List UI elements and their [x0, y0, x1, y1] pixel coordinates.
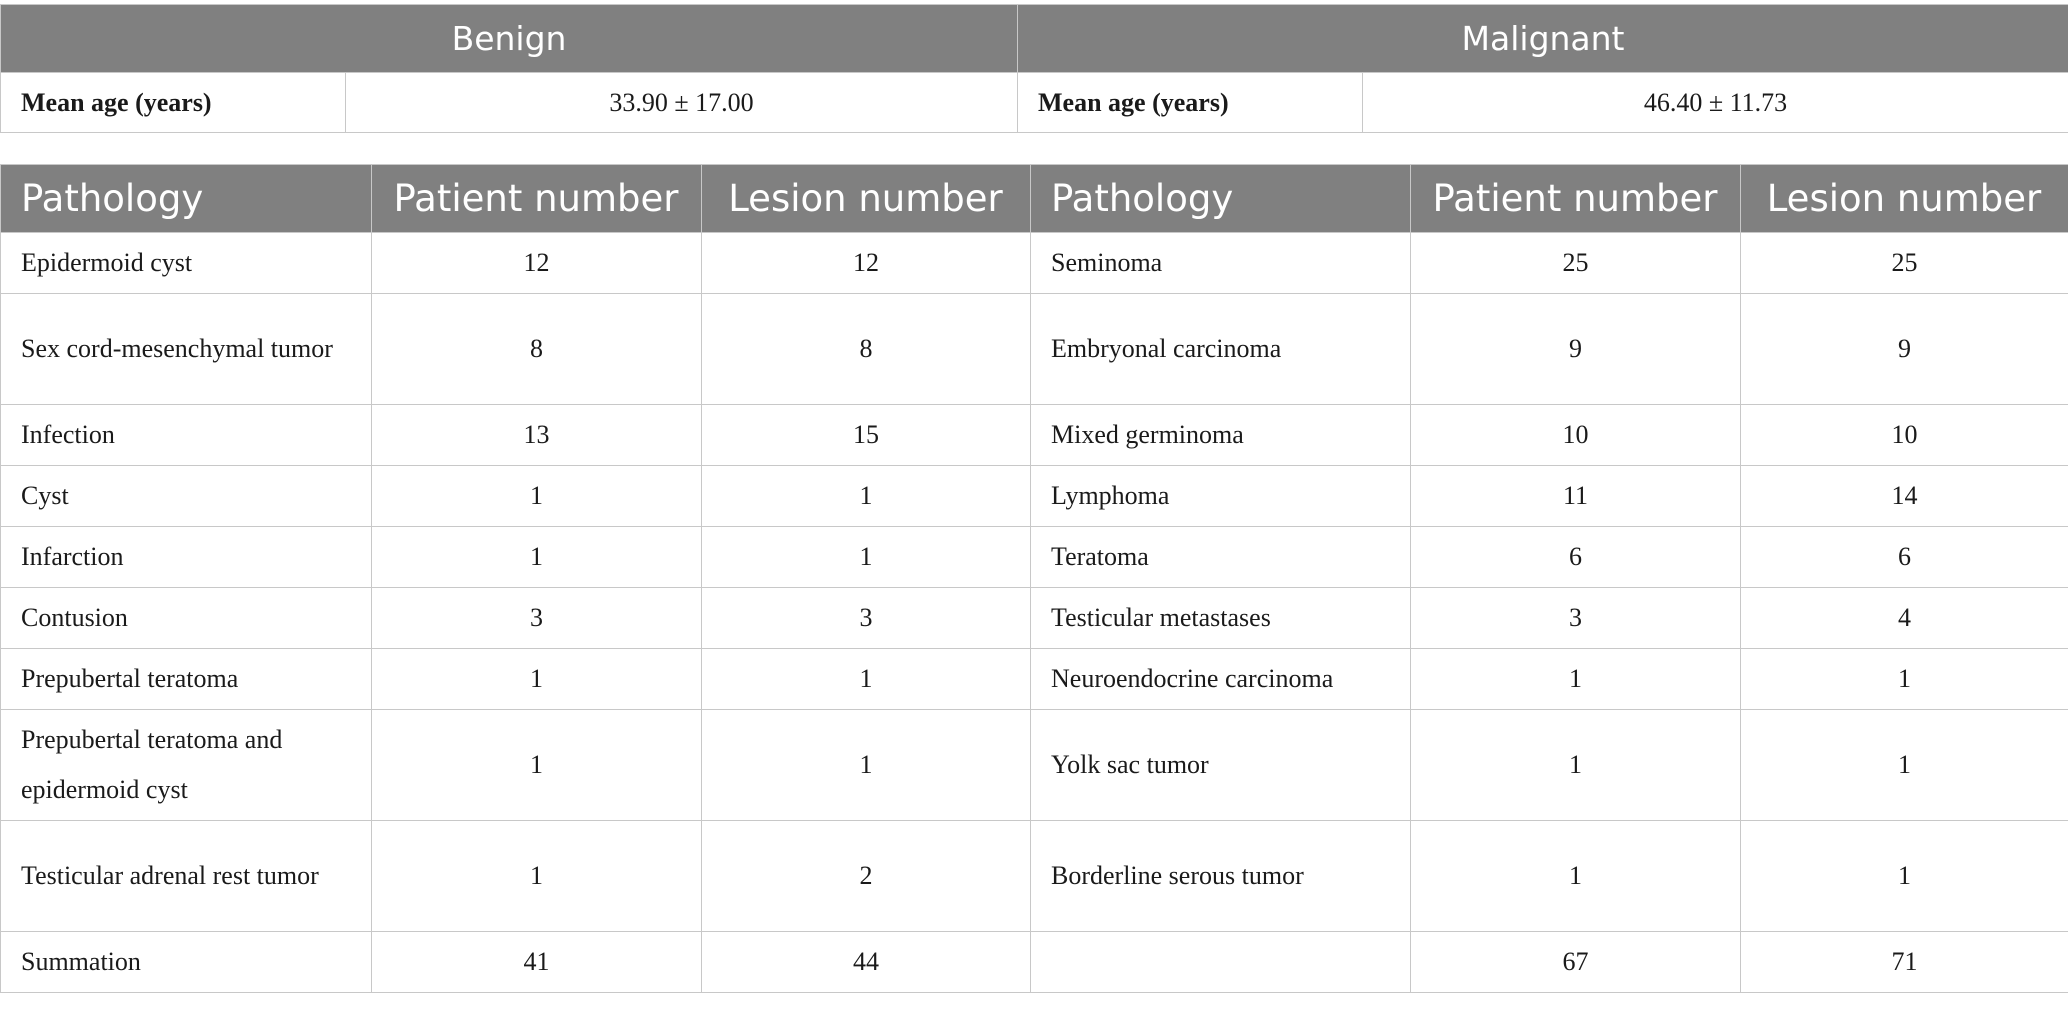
malignant-patient-count-cell: 10 — [1411, 405, 1741, 466]
malignant-pathology-cell: Testicular metastases — [1031, 588, 1411, 649]
benign-patient-count-cell: 1 — [372, 527, 702, 588]
table-row — [1, 588, 2068, 649]
table-row — [1, 233, 2068, 294]
benign-lesion-count-cell: 3 — [702, 588, 1031, 649]
malignant-lesion-total: 71 — [1741, 932, 2068, 993]
column-header-lesion-number: Lesion number — [702, 165, 1031, 233]
benign-pathology-cell: Epidermoid cyst — [1, 233, 372, 294]
benign-lesion-count-cell: 12 — [702, 233, 1031, 294]
malignant-patient-count-cell: 3 — [1411, 588, 1741, 649]
benign-header: Benign — [1, 5, 1018, 73]
benign-pathology-cell: Prepubertal teratoma and epidermoid cyst — [1, 710, 372, 821]
malignant-mean-age-value: 46.40 ± 11.73 — [1363, 73, 2068, 133]
malignant-patient-count-cell: 6 — [1411, 527, 1741, 588]
column-header-patient-number: Patient number — [1411, 165, 1741, 233]
malignant-mean-age-label: Mean age (years) — [1018, 73, 1363, 133]
benign-patient-total: 41 — [372, 932, 702, 993]
benign-patient-count-cell: 3 — [372, 588, 702, 649]
malignant-patient-total: 67 — [1411, 932, 1741, 993]
benign-pathology-cell: Contusion — [1, 588, 372, 649]
malignant-lesion-count-cell: 4 — [1741, 588, 2068, 649]
benign-pathology-cell: Infection — [1, 405, 372, 466]
benign-patient-count-cell: 13 — [372, 405, 702, 466]
benign-patient-count-cell: 1 — [372, 466, 702, 527]
pathology-table — [0, 164, 2068, 993]
malignant-pathology-cell: Lymphoma — [1031, 466, 1411, 527]
malignant-pathology-cell: Yolk sac tumor — [1031, 710, 1411, 821]
malignant-lesion-count-cell: 10 — [1741, 405, 2068, 466]
malignant-lesion-count-cell: 25 — [1741, 233, 2068, 294]
summation-row — [1, 932, 2068, 993]
malignant-lesion-count-cell: 14 — [1741, 466, 2068, 527]
benign-mean-age-label: Mean age (years) — [1, 73, 346, 133]
malignant-header: Malignant — [1018, 5, 2068, 73]
benign-pathology-cell: Cyst — [1, 466, 372, 527]
malignant-patient-count-cell: 1 — [1411, 649, 1741, 710]
benign-lesion-count-cell: 15 — [702, 405, 1031, 466]
benign-pathology-cell: Prepubertal teratoma — [1, 649, 372, 710]
column-header-pathology: Pathology — [1, 165, 372, 233]
column-header-lesion-number: Lesion number — [1741, 165, 2068, 233]
malignant-lesion-count-cell: 1 — [1741, 649, 2068, 710]
benign-lesion-count-cell: 1 — [702, 649, 1031, 710]
table-row — [1, 294, 2068, 405]
malignant-patient-count-cell: 11 — [1411, 466, 1741, 527]
malignant-summation-label — [1031, 932, 1411, 993]
benign-lesion-count-cell: 1 — [702, 527, 1031, 588]
table-row — [1, 466, 2068, 527]
benign-lesion-count-cell: 8 — [702, 294, 1031, 405]
table-row — [1, 649, 2068, 710]
malignant-patient-count-cell: 25 — [1411, 233, 1741, 294]
column-header-pathology: Pathology — [1031, 165, 1411, 233]
malignant-pathology-cell: Teratoma — [1031, 527, 1411, 588]
table-header-row — [1, 165, 2068, 233]
malignant-lesion-count-cell: 1 — [1741, 710, 2068, 821]
age-summary-table — [0, 4, 2068, 133]
benign-mean-age-value: 33.90 ± 17.00 — [346, 73, 1018, 133]
table-row — [1, 710, 2068, 821]
benign-pathology-cell: Sex cord-mesenchymal tumor — [1, 294, 372, 405]
benign-pathology-cell: Infarction — [1, 527, 372, 588]
summation-label: Summation — [1, 932, 372, 993]
table-row — [1, 821, 2068, 932]
malignant-pathology-cell: Neuroendocrine carcinoma — [1031, 649, 1411, 710]
column-header-patient-number: Patient number — [372, 165, 702, 233]
benign-patient-count-cell: 1 — [372, 649, 702, 710]
benign-patient-count-cell: 8 — [372, 294, 702, 405]
benign-lesion-total: 44 — [702, 932, 1031, 993]
malignant-patient-count-cell: 9 — [1411, 294, 1741, 405]
benign-patient-count-cell: 12 — [372, 233, 702, 294]
malignant-patient-count-cell: 1 — [1411, 710, 1741, 821]
malignant-pathology-cell: Borderline serous tumor — [1031, 821, 1411, 932]
malignant-lesion-count-cell: 6 — [1741, 527, 2068, 588]
benign-patient-count-cell: 1 — [372, 821, 702, 932]
malignant-patient-count-cell: 1 — [1411, 821, 1741, 932]
benign-pathology-cell: Testicular adrenal rest tumor — [1, 821, 372, 932]
benign-lesion-count-cell: 2 — [702, 821, 1031, 932]
malignant-lesion-count-cell: 1 — [1741, 821, 2068, 932]
malignant-pathology-cell: Mixed germinoma — [1031, 405, 1411, 466]
table-row — [1, 405, 2068, 466]
malignant-pathology-cell: Embryonal carcinoma — [1031, 294, 1411, 405]
benign-lesion-count-cell: 1 — [702, 466, 1031, 527]
benign-lesion-count-cell: 1 — [702, 710, 1031, 821]
malignant-lesion-count-cell: 9 — [1741, 294, 2068, 405]
benign-patient-count-cell: 1 — [372, 710, 702, 821]
table-row — [1, 527, 2068, 588]
malignant-pathology-cell: Seminoma — [1031, 233, 1411, 294]
